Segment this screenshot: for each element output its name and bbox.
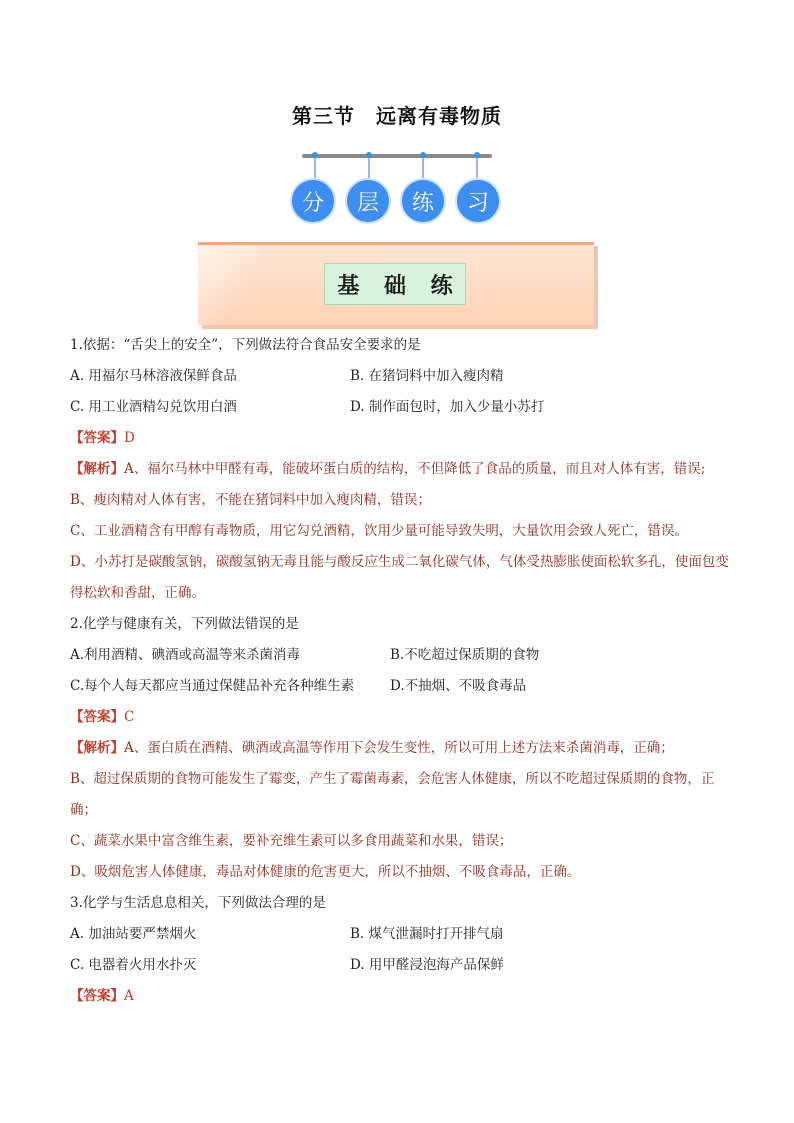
option: D.不抽烟、不吸食毒品 (390, 678, 527, 694)
answer-value: D (124, 430, 135, 446)
analysis-text: A、福尔马林中甲醛有毒，能破坏蛋白质的结构，不但降低了食品的质量，而且对人体有害，错误; (124, 461, 706, 477)
answer-line (70, 702, 730, 733)
option-row (70, 361, 730, 392)
banner-char: 基 (337, 273, 360, 299)
banner-char: 练 (430, 273, 453, 299)
page-title: 第三节 远离有毒物质 (292, 104, 502, 128)
circle-char: 练 (400, 178, 446, 224)
section-banner (198, 242, 594, 325)
answer-value: C (124, 709, 135, 725)
section-circles (290, 178, 504, 226)
decor-bar (302, 154, 492, 158)
analysis-line: C、工业酒精含有甲醇有毒物质，用它勾兑酒精，饮用少量可能导致失明，大量饮用会致人死亡，错误。 (70, 523, 688, 539)
analysis-line (70, 733, 730, 764)
pillar (368, 158, 370, 180)
option: A. 用福尔马林溶液保鲜食品 (70, 368, 237, 384)
analysis-line (70, 454, 730, 485)
option: B.不吃超过保质期的食物 (390, 647, 540, 663)
option-row (70, 950, 730, 981)
option: C. 电器着火用水扑灭 (70, 957, 197, 973)
answer-tag: 【答案】 (70, 430, 124, 446)
answer-tag: 【答案】 (70, 988, 124, 1004)
question-list (70, 330, 730, 1012)
option: A. 加油站要严禁烟火 (70, 926, 197, 942)
circle-char: 层 (345, 178, 391, 224)
analysis-line: D、小苏打是碳酸氢钠，碳酸氢钠无毒且能与酸反应生成二氧化碳气体，气体受热膨胀使面松软多孔，使面包变得松软和香甜，正确。 (70, 554, 729, 601)
pillar (476, 158, 478, 180)
banner-char: 础 (383, 273, 406, 299)
option: B. 煤气泄漏时打开排气扇 (350, 926, 504, 942)
option-row (70, 640, 730, 671)
circle-char: 习 (455, 178, 501, 224)
circle-char: 分 (290, 178, 336, 224)
option: C. 用工业酒精勾兑饮用白酒 (70, 399, 237, 415)
question-stem: 2.化学与健康有关，下列做法错误的是 (70, 616, 299, 632)
option: A.利用酒精、碘酒或高温等来杀菌消毒 (70, 647, 301, 663)
analysis-tag: 【解析】 (70, 740, 124, 756)
option: D. 用甲醛浸泡海产品保鲜 (350, 957, 504, 973)
question-stem: 3.化学与生活息息相关，下列做法合理的是 (70, 895, 326, 911)
answer-line (70, 981, 730, 1012)
analysis-line: B、瘦肉精对人体有害，不能在猪饲料中加入瘦肉精，错误； (70, 492, 431, 508)
analysis-text: A、蛋白质在酒精、碘酒或高温等作用下会发生变性，所以可用上述方法来杀菌消毒，正确； (124, 740, 674, 756)
option: B. 在猪饲料中加入瘦肉精 (350, 368, 504, 384)
answer-tag: 【答案】 (70, 709, 124, 725)
option-row (70, 919, 730, 950)
analysis-tag: 【解析】 (70, 461, 124, 477)
analysis-line: C、蔬菜水果中富含维生素，要补充维生素可以多食用蔬菜和水果，错误； (70, 833, 513, 849)
option-row (70, 392, 730, 423)
analysis-line: B、超过保质期的食物可能发生了霉变，产生了霉菌毒素，会危害人体健康，所以不吃超过保质期的食物，正确； (70, 771, 715, 818)
pillar (422, 158, 424, 180)
answer-value: A (124, 988, 134, 1004)
pillar (314, 158, 316, 180)
option: D. 制作面包时，加入少量小苏打 (350, 399, 545, 415)
banner-label (324, 263, 466, 305)
question-stem: 1.依据：“舌尖上的安全”，下列做法符合食品安全要求的是 (70, 337, 421, 353)
option-row (70, 671, 730, 702)
answer-line (70, 423, 730, 454)
analysis-line: D、吸烟危害人体健康，毒品对体健康的危害更大，所以不抽烟、不吸食毒品，正确。 (70, 864, 581, 880)
option: C.每个人每天都应当通过保健品补充各种维生素 (70, 678, 355, 694)
